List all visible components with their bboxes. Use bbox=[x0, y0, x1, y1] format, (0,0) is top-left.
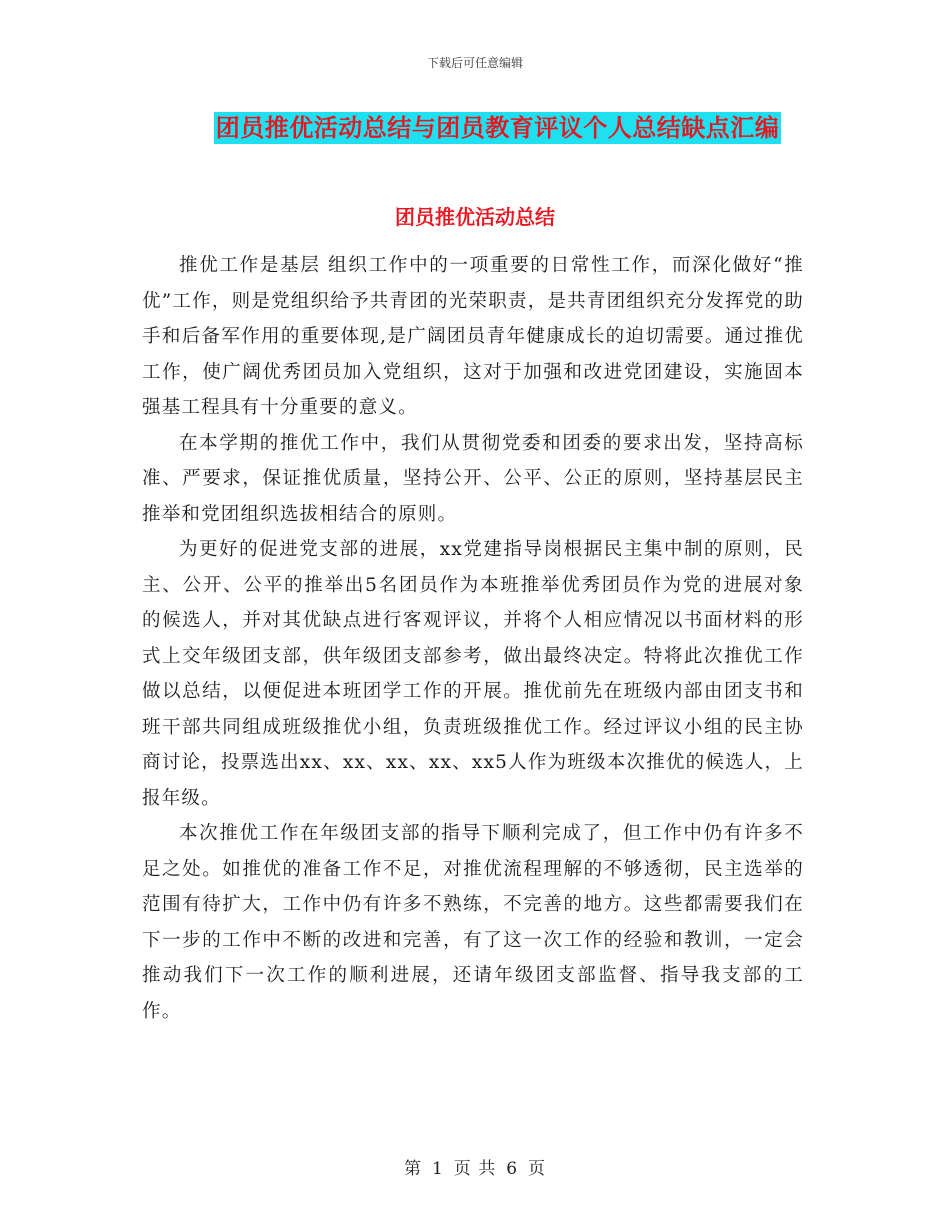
section-title: 团员推优活动总结 bbox=[395, 205, 555, 229]
paragraph-4: 本次推优工作在年级团支部的指导下顺利完成了，但工作中仍有许多不足之处。如推优的准备工作不足，对推优流程理解的不够透彻，民主选举的范围有待扩大，工作中仍有许多不熟练，不完善的地方。这些都需要我们在下一步的工作中不断的改进和完善，有了这一次工作的经验和教训，一定会推动我们下一次工作的顺利进展，还请年级团支部监督、指导我支部的工作。 bbox=[142, 823, 804, 1022]
main-title: 团员推优活动总结与团员教育评议个人总结缺点汇编 bbox=[215, 114, 780, 142]
header-note: 下载后可任意编辑 bbox=[426, 56, 523, 70]
footer-middle: 页 共 bbox=[453, 1159, 497, 1179]
paragraph-3: 为更好的促进党支部的进展，xx党建指导岗根据民主集中制的原则，民主、公开、公平的推举出5名团员作为本班推举优秀团员作为党的进展对象的候选人，并对其优缺点进行客观评议，并将个人相应情况以书面材料的形式上交年级团支部，供年级团支部参考，做出最终决定。特将此次推优工作做以总结，以便促进本班团学工作的开展。推优前先在班级内部由团支书和班干部共同组成班级推优小组，负责班级推优工作。经过评议小组的民主协商讨论，投票选出xx、xx、xx、xx、xx5人作为班级本次推优的候选人，上报年级。 bbox=[142, 539, 804, 809]
footer-total-pages: 6 bbox=[506, 1159, 519, 1179]
page-footer bbox=[0, 1154, 950, 1179]
footer-prefix: 第 bbox=[403, 1159, 422, 1179]
footer-page-number: 1 bbox=[431, 1159, 444, 1179]
paragraph-2: 在本学期的推优工作中，我们从贯彻党委和团委的要求出发，坚持高标准、严要求，保证推优质量，坚持公开、公平、公正的原则，坚持基层民主推举和党团组织选拔相结合的原则。 bbox=[142, 432, 804, 525]
footer-suffix: 页 bbox=[528, 1159, 547, 1179]
paragraph-1: 推优工作是基层 组织工作中的一项重要的日常性工作，而深化做好“推优”工作，则是党组织给予共青团的光荣职责，是共青团组织充分发挥党的助手和后备军作用的重要体现,是广阔团员青年健康成长的迫切需要。通过推优工作，使广阔优秀团员加入党组织，这对于加强和改进党团建设，实施固本强基工程具有十分重要的意义。 bbox=[142, 255, 804, 418]
document-body bbox=[142, 248, 804, 1029]
main-title-container bbox=[0, 112, 950, 144]
